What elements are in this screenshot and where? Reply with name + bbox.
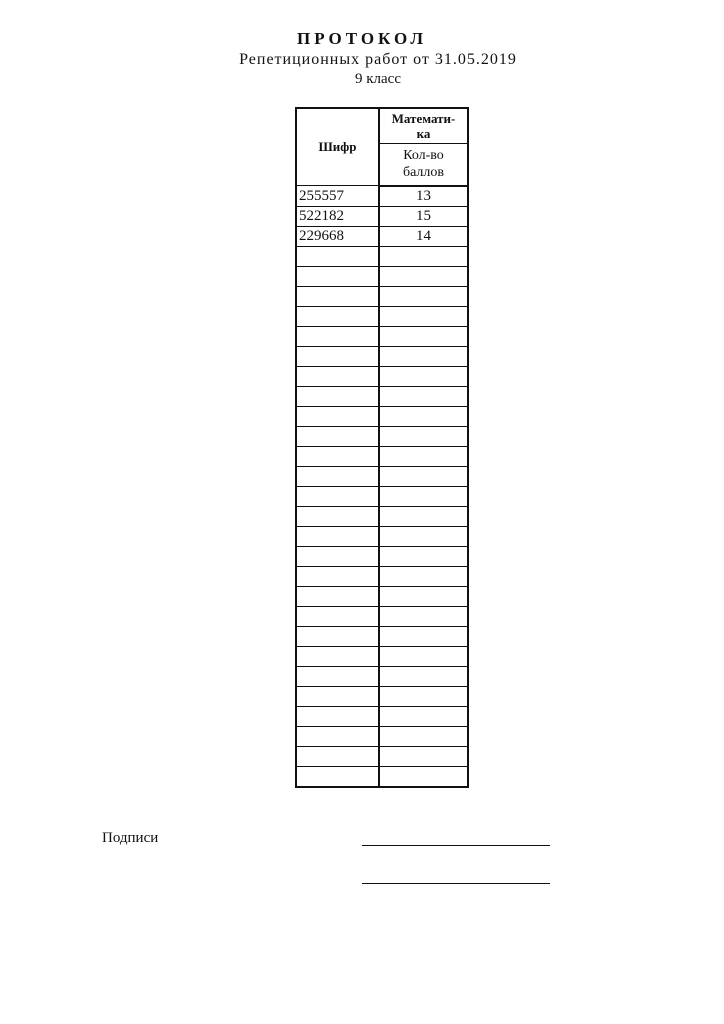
table-row-empty xyxy=(296,446,468,466)
score-cell xyxy=(379,426,468,446)
table-row-empty xyxy=(296,766,468,787)
title: ПРОТОКОЛ xyxy=(296,29,427,48)
table-row-empty xyxy=(296,266,468,286)
table-row-empty xyxy=(296,666,468,686)
table-row-empty xyxy=(296,586,468,606)
code-cell: 255557 xyxy=(296,186,379,207)
code-cell xyxy=(296,426,379,446)
header-score: Кол-во баллов xyxy=(379,143,468,185)
score-cell xyxy=(379,766,468,787)
grade: 9 класс xyxy=(355,71,401,87)
code-cell xyxy=(296,266,379,286)
code-cell xyxy=(296,706,379,726)
table-row-empty xyxy=(296,686,468,706)
code-cell xyxy=(296,526,379,546)
code-cell xyxy=(296,666,379,686)
table-row-empty xyxy=(296,526,468,546)
table-row-empty xyxy=(296,646,468,666)
score-cell xyxy=(379,266,468,286)
score-cell xyxy=(379,546,468,566)
score-cell xyxy=(379,486,468,506)
code-cell xyxy=(296,606,379,626)
table-row-empty xyxy=(296,546,468,566)
score-cell xyxy=(379,606,468,626)
score-cell xyxy=(379,326,468,346)
code-cell xyxy=(296,746,379,766)
table-row-empty xyxy=(296,466,468,486)
table-row-empty xyxy=(296,286,468,306)
table-row-empty xyxy=(296,486,468,506)
code-cell: 229668 xyxy=(296,226,379,246)
code-cell xyxy=(296,626,379,646)
score-cell xyxy=(379,506,468,526)
code-cell: 522182 xyxy=(296,206,379,226)
code-cell xyxy=(296,686,379,706)
code-cell xyxy=(296,406,379,426)
score-cell xyxy=(379,446,468,466)
code-cell xyxy=(296,326,379,346)
code-cell xyxy=(296,506,379,526)
score-cell xyxy=(379,526,468,546)
table-row-empty xyxy=(296,706,468,726)
header-subject: Математи- ка xyxy=(379,108,468,143)
table-row-empty xyxy=(296,506,468,526)
score-cell xyxy=(379,566,468,586)
score-cell xyxy=(379,406,468,426)
score-cell xyxy=(379,346,468,366)
code-cell xyxy=(296,366,379,386)
score-cell xyxy=(379,626,468,646)
table-row-empty xyxy=(296,346,468,366)
table-row xyxy=(296,206,468,226)
table-row-empty xyxy=(296,746,468,766)
table-row-empty xyxy=(296,606,468,626)
code-cell xyxy=(296,246,379,266)
table-row-empty xyxy=(296,626,468,646)
code-cell xyxy=(296,546,379,566)
table-row-empty xyxy=(296,426,468,446)
score-cell xyxy=(379,466,468,486)
code-cell xyxy=(296,446,379,466)
code-cell xyxy=(296,486,379,506)
score-cell: 15 xyxy=(379,206,468,226)
code-cell xyxy=(296,646,379,666)
table-row-empty xyxy=(296,326,468,346)
table-row-empty xyxy=(296,726,468,746)
code-cell xyxy=(296,726,379,746)
code-cell xyxy=(296,386,379,406)
score-cell xyxy=(379,586,468,606)
table-row-empty xyxy=(296,406,468,426)
code-cell xyxy=(296,306,379,326)
score-cell xyxy=(379,666,468,686)
table-row-empty xyxy=(296,246,468,266)
code-cell xyxy=(296,766,379,787)
score-cell xyxy=(379,246,468,266)
score-cell xyxy=(379,386,468,406)
table-row-empty xyxy=(296,386,468,406)
table-row-empty xyxy=(296,306,468,326)
code-cell xyxy=(296,586,379,606)
code-cell xyxy=(296,466,379,486)
table-row xyxy=(296,226,468,246)
code-cell xyxy=(296,286,379,306)
signature-line xyxy=(362,845,550,846)
score-cell xyxy=(379,726,468,746)
score-cell xyxy=(379,686,468,706)
score-cell xyxy=(379,646,468,666)
score-cell xyxy=(379,286,468,306)
score-cell xyxy=(379,706,468,726)
results-table xyxy=(295,107,469,788)
signatures-label: Подписи xyxy=(102,830,159,846)
signature-line xyxy=(362,883,550,884)
header-code: Шифр xyxy=(296,108,379,186)
code-cell xyxy=(296,566,379,586)
score-cell xyxy=(379,366,468,386)
table-row-empty xyxy=(296,566,468,586)
table-row xyxy=(296,186,468,207)
subtitle: Репетиционных работ от 31.05.2019 xyxy=(239,51,517,68)
table-row-empty xyxy=(296,366,468,386)
score-cell: 14 xyxy=(379,226,468,246)
code-cell xyxy=(296,346,379,366)
score-cell xyxy=(379,746,468,766)
score-cell xyxy=(379,306,468,326)
score-cell: 13 xyxy=(379,186,468,207)
